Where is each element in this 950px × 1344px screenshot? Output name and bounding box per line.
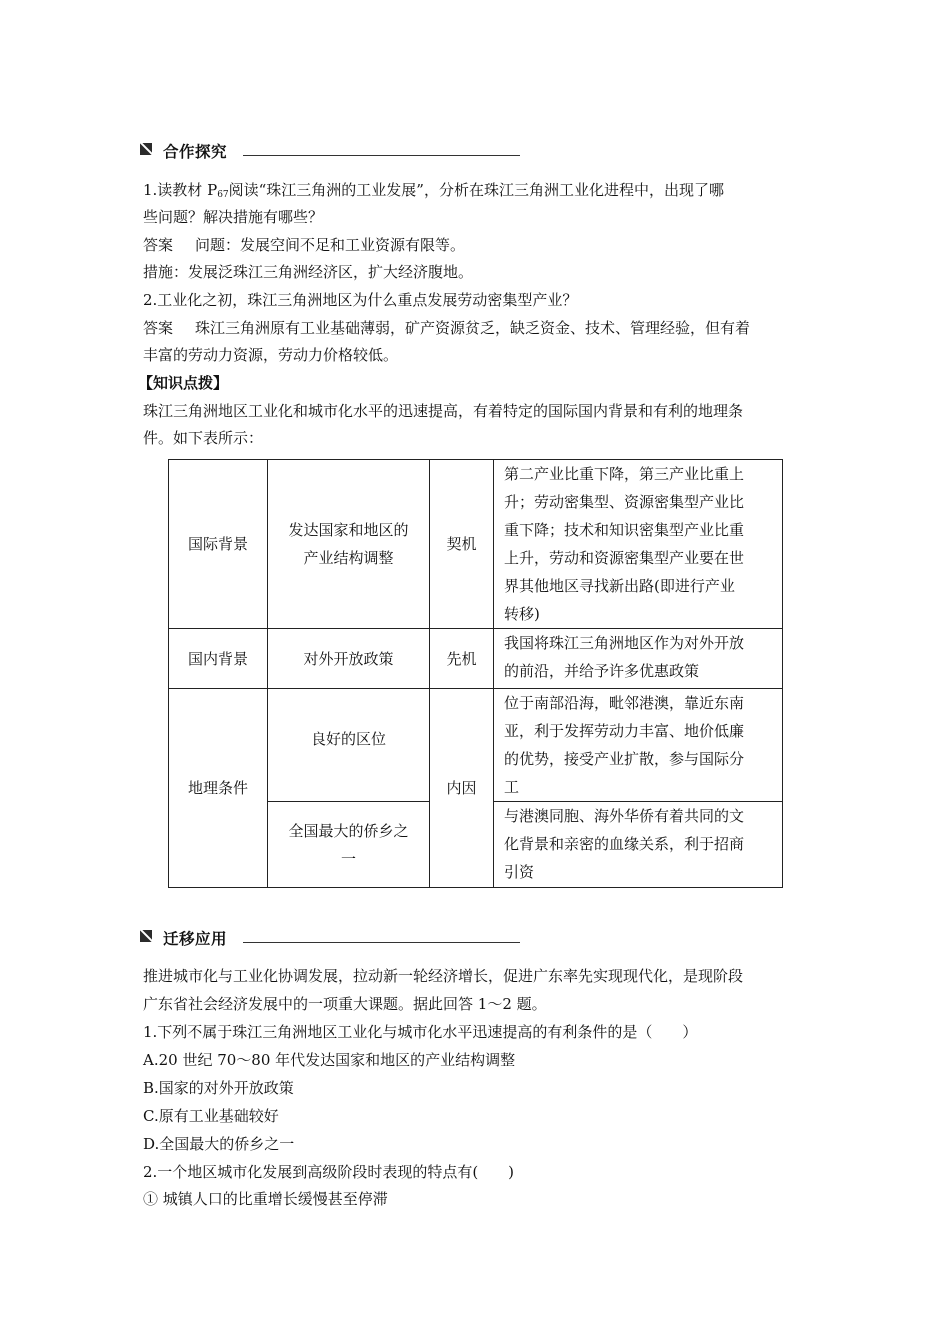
q1-page-subscript: 67 [217,190,229,200]
section-rule [243,942,520,943]
factor-line: 一 [340,849,356,868]
table-cell-type: 内因 [430,689,494,888]
knowledge-tip-line-2: 件。如下表所示： [143,429,264,447]
desc-line: 上升，劳动和资源密集型产业要在世 [504,549,745,567]
table-cell-description [494,802,783,888]
question-2: 2.工业化之初，珠江三角洲地区为什么重点发展劳动密集型产业？ [143,291,578,309]
application-question-2: 2.一个地区城市化发展到高级阶段时表现的特点有( ) [143,1163,515,1181]
answer-label: 答案 [143,319,174,337]
table-cell-factor [268,460,430,629]
desc-line: 位于南部沿海，毗邻港澳，靠近东南 [504,694,745,712]
desc-line: 工 [504,778,520,796]
desc-line: 亚，利于发挥劳动力丰富、地价低廉 [504,722,745,740]
section-title: 迁移应用 [163,930,228,948]
conditions-table [168,459,783,888]
knowledge-tip-line-1: 珠江三角洲地区工业化和城市化水平的迅速提高，有着特定的国际国内背景和有利的地理条 [143,402,744,420]
desc-line: 的优势，接受产业扩散，参与国际分 [504,750,745,768]
table-cell-type: 契机 [430,460,494,629]
option-d: D.全国最大的侨乡之一 [143,1135,295,1153]
answer-2-text: 珠江三角洲原有工业基础薄弱，矿产资源贫乏，缺乏资金、技术、管理经验，但有着 [195,319,751,337]
factor-line: 发达国家和地区的 [288,521,409,539]
factor-line: 产业结构调整 [303,549,394,567]
desc-line: 引资 [504,863,535,881]
table-cell-category: 国际背景 [169,460,268,629]
option-a: A.20 世纪 70～80 年代发达国家和地区的产业结构调整 [143,1051,516,1069]
desc-line: 转移) [504,605,540,623]
table-cell-description [494,460,783,629]
desc-line: 我国将珠江三角洲地区作为对外开放 [504,634,745,652]
section-header-transfer-application [140,927,520,949]
answer-label: 答案 [143,236,174,254]
answer-1-line-1 [143,235,465,255]
application-question-1: 1.下列不属于珠江三角洲地区工业化与城市化水平迅速提高的有利条件的是（ ） [143,1023,698,1041]
q1-text-b: 阅读“珠江三角洲的工业发展”，分析在珠江三角洲工业化进程中，出现了哪 [228,181,724,199]
option-c: C.原有工业基础较好 [143,1107,279,1125]
desc-line: 第二产业比重下降，第三产业比重上 [504,465,745,483]
table-row [169,460,783,629]
table-cell-description [494,629,783,689]
q1-text-a: 1.读教材 P [143,181,218,199]
desc-line: 界其他地区寻找新出路(即进行产业 [504,577,735,595]
answer-2-line-1 [143,318,750,338]
table-cell-category: 国内背景 [169,629,268,689]
table-cell-type: 先机 [430,629,494,689]
application-intro-line-2: 广东省社会经济发展中的一项重大课题。据此回答 1～2 题。 [143,995,547,1013]
question-2-item-1: ① 城镇人口的比重增长缓慢甚至停滞 [143,1190,388,1208]
table-cell-category: 地理条件 [169,689,268,888]
application-intro-line-1: 推进城市化与工业化协调发展，拉动新一轮经济增长，促进广东率先实现现代化，是现阶段 [143,967,744,985]
option-b: B.国家的对外开放政策 [143,1079,294,1097]
desc-line: 升；劳动密集型、资源密集型产业比 [504,493,745,511]
answer-2-line-2: 丰富的劳动力资源，劳动力价格较低。 [143,346,399,364]
question-1-line-1 [143,180,724,205]
desc-line: 化背景和亲密的血缘关系，利于招商 [504,835,745,853]
desc-line: 重下降；技术和知识密集型产业比重 [504,521,745,539]
section-marker-icon [140,143,152,155]
section-title: 合作探究 [163,143,228,161]
section-header-cooperative-inquiry [140,140,520,162]
section-rule [243,155,520,156]
table-cell-factor: 良好的区位 [268,689,430,802]
table-row [169,689,783,802]
table-cell-description [494,689,783,802]
table-row [169,629,783,689]
answer-1-text: 问题：发展空间不足和工业资源有限等。 [195,236,466,254]
knowledge-tip-label: 【知识点拨】 [138,374,229,392]
question-1-line-2: 些问题？解决措施有哪些？ [143,208,324,226]
section-marker-icon [140,930,152,942]
factor-line: 全国最大的侨乡之 [288,821,409,840]
answer-1-line-2: 措施：发展泛珠江三角洲经济区，扩大经济腹地。 [143,263,474,281]
desc-line: 的前沿，并给予许多优惠政策 [504,662,700,680]
table-cell-factor: 对外开放政策 [268,629,430,689]
desc-line: 与港澳同胞、海外华侨有着共同的文 [504,807,745,825]
table-cell-factor [268,802,430,888]
